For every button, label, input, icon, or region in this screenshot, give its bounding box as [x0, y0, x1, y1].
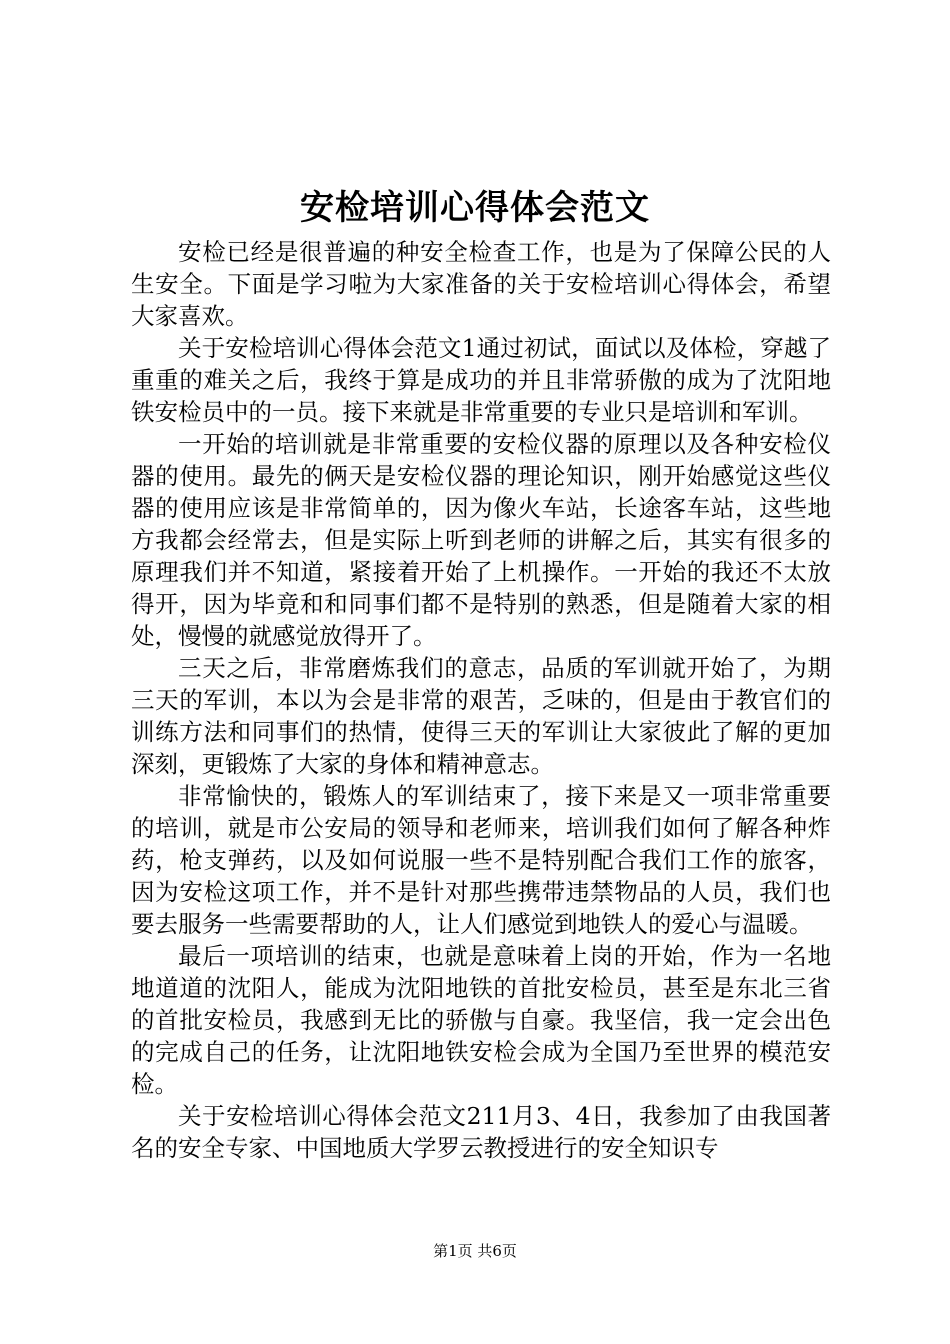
- paragraph-intro: 安检已经是很普遍的种安全检查工作，也是为了保障公民的人生安全。下面是学习啦为大家准备的关于安检培训心得体会，希望大家喜欢。: [131, 238, 831, 330]
- document-body: [131, 236, 831, 1164]
- paragraph-sample-2-intro: 关于安检培训心得体会范文211月3、4日，我参加了由我国著名的安全专家、中国地质大学罗云教授进行的安全知识专: [131, 1102, 831, 1162]
- paragraph-sample-1-intro: 关于安检培训心得体会范文1通过初试，面试以及体检，穿越了重重的难关之后，我终于算是成功的并且非常骄傲的成为了沈阳地铁安检员中的一员。接下来就是非常重要的专业只是培训和军训。: [131, 334, 831, 426]
- paragraph-military-training: 三天之后，非常磨炼我们的意志，品质的军训就开始了，为期三天的军训，本以为会是非常的艰苦，乏味的，但是由于教官们的训练方法和同事们的热情，使得三天的军训让大家彼此了解的更加深刻，更锻炼了大家的身体和精神意志。: [131, 654, 831, 778]
- page-number: 第1页 共6页: [433, 1242, 517, 1260]
- paragraph-conclusion: 最后一项培训的结束，也就是意味着上岗的开始，作为一名地地道道的沈阳人，能成为沈阳地铁的首批安检员，甚至是东北三省的首批安检员，我感到无比的骄傲与自豪。我坚信，我一定会出色的完成自己的任务，让沈阳地铁安检会成为全国乃至世界的模范安检。: [131, 942, 831, 1098]
- document-title: 安检培训心得体会范文: [300, 188, 650, 228]
- paragraph-police-training: 非常愉快的，锻炼人的军训结束了，接下来是又一项非常重要的培训，就是市公安局的领导和老师来，培训我们如何了解各种炸药，枪支弹药，以及如何说服一些不是特别配合我们工作的旅客，因为安检这项工作，并不是针对那些携带违禁物品的人员，我们也要去服务一些需要帮助的人，让人们感觉到地铁人的爱心与温暖。: [131, 782, 831, 938]
- paragraph-instrument-training: 一开始的培训就是非常重要的安检仪器的原理以及各种安检仪器的使用。最先的俩天是安检仪器的理论知识，刚开始感觉这些仪器的使用应该是非常简单的，因为像火车站，长途客车站，这些地方我都会经常去，但是实际上听到老师的讲解之后，其实有很多的原理我们并不知道，紧接着开始了上机操作。一开始的我还不太放得开，因为毕竟和和同事们都不是特别的熟悉，但是随着大家的相处，慢慢的就感觉放得开了。: [131, 430, 831, 650]
